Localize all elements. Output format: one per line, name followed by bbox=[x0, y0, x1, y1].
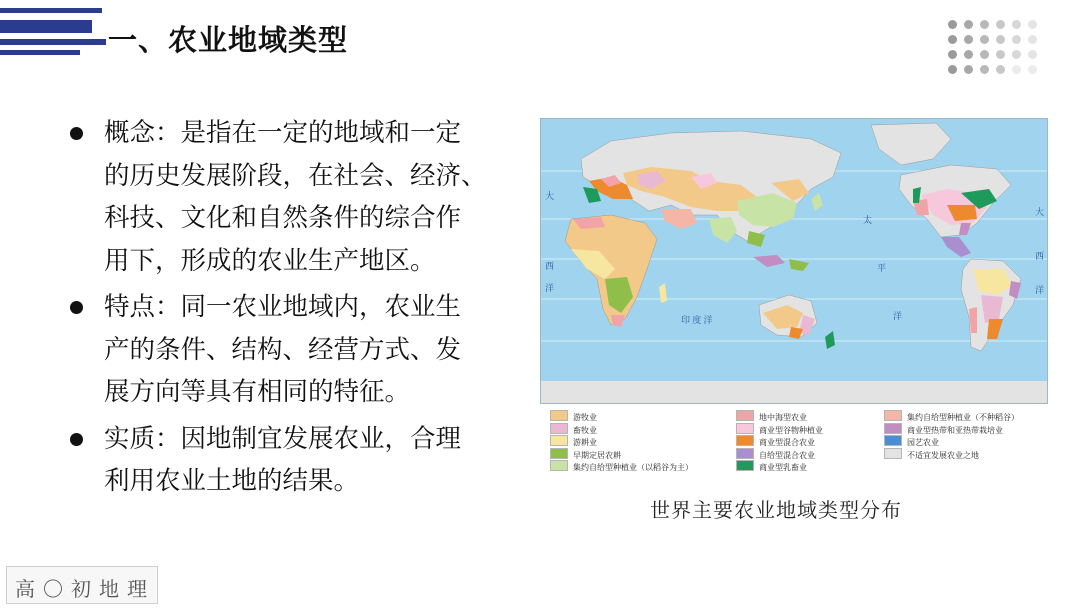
bullet-line: 用下，形成的农业生产地区。 bbox=[104, 245, 436, 276]
seal-char: 高 bbox=[15, 577, 35, 601]
legend-swatch bbox=[884, 435, 902, 446]
legend-label: 不适宜发展农业之地 bbox=[907, 450, 979, 460]
legend-swatch bbox=[884, 448, 902, 459]
legend-label: 园艺农业 bbox=[907, 438, 939, 447]
legend-item bbox=[736, 460, 807, 471]
legend-label: 商业型谷物种植业 bbox=[759, 425, 823, 435]
grid-dot bbox=[1028, 35, 1037, 44]
grid-dot bbox=[948, 35, 957, 44]
grid-dot bbox=[964, 20, 973, 29]
legend-swatch bbox=[736, 460, 754, 471]
ocean-label: 大 bbox=[545, 191, 555, 201]
grid-dot bbox=[1012, 50, 1021, 59]
grid-dot bbox=[1028, 20, 1037, 29]
seal-watermark bbox=[6, 566, 158, 604]
seal-char: 〇 bbox=[43, 577, 63, 601]
legend-item bbox=[884, 410, 1019, 421]
legend-label: 商业型乳畜业 bbox=[759, 463, 807, 472]
grid-dot bbox=[980, 50, 989, 59]
grid-dot bbox=[1028, 50, 1037, 59]
bullet-line: 实质：因地制宜发展农业，合理 bbox=[104, 423, 462, 454]
grid-dot bbox=[948, 20, 957, 29]
grid-dot bbox=[980, 35, 989, 44]
legend-swatch bbox=[550, 435, 568, 446]
legend-item bbox=[550, 435, 597, 446]
slide-title: 一、农业地域类型 bbox=[108, 23, 349, 57]
bullet-line: 利用农业土地的结果。 bbox=[104, 466, 360, 496]
legend-item bbox=[884, 448, 979, 459]
seal-char: 地 bbox=[99, 577, 119, 601]
grid-dot bbox=[1012, 20, 1021, 29]
ocean-label: 太 bbox=[863, 215, 873, 225]
legend-label: 自给型混合农业 bbox=[759, 450, 815, 460]
bullet-line: 产的条件、结构、经营方式、发 bbox=[104, 334, 462, 365]
grid-dot bbox=[996, 50, 1005, 59]
legend-item bbox=[736, 448, 815, 459]
legend-item bbox=[736, 423, 823, 434]
legend-swatch bbox=[550, 448, 568, 459]
legend-label: 集约自给型种植业（不种稻谷） bbox=[907, 413, 1019, 422]
grid-dot bbox=[1012, 35, 1021, 44]
world-map bbox=[540, 118, 1048, 404]
grid-dot bbox=[996, 20, 1005, 29]
ocean-label: 洋 bbox=[1035, 285, 1045, 295]
ocean-label: 西 bbox=[545, 261, 555, 271]
seal-char: 理 bbox=[127, 577, 147, 601]
grid-dot bbox=[948, 65, 957, 74]
bullet-dot-icon bbox=[70, 433, 83, 446]
bullet-dot-icon bbox=[70, 301, 83, 314]
legend-item bbox=[550, 423, 597, 434]
legend-item bbox=[550, 448, 621, 459]
legend-item bbox=[736, 410, 807, 421]
legend-label: 游耕业 bbox=[573, 438, 597, 447]
ocean-label: 大 bbox=[1035, 207, 1045, 217]
ocean-label: 印 度 洋 bbox=[681, 315, 713, 325]
legend-swatch bbox=[884, 423, 902, 434]
legend-swatch bbox=[550, 410, 568, 421]
bullet-list bbox=[64, 112, 524, 507]
legend-swatch bbox=[736, 423, 754, 434]
bullet-line: 概念：是指在一定的地域和一定 bbox=[104, 118, 462, 148]
grid-dot bbox=[980, 20, 989, 29]
legend-label: 商业型热带和亚热带栽培业 bbox=[907, 425, 1003, 435]
title-decoration-bars bbox=[0, 8, 108, 58]
legend-item bbox=[884, 423, 1003, 434]
dot-grid-decoration bbox=[948, 20, 1044, 76]
grid-dot bbox=[964, 35, 973, 44]
legend-label: 游牧业 bbox=[573, 413, 597, 422]
map-caption: 世界主要农业地域类型分布 bbox=[650, 498, 902, 522]
grid-dot bbox=[996, 65, 1005, 74]
bullet-line: 的历史发展阶段，在社会、经济、 bbox=[104, 160, 487, 191]
seal-char: 初 bbox=[71, 577, 91, 601]
bullet-feature bbox=[64, 286, 524, 414]
ocean-label: 洋 bbox=[545, 283, 555, 293]
legend-label: 集约自给型种植业（以稻谷为主） bbox=[573, 463, 693, 472]
legend-item bbox=[550, 410, 597, 421]
legend-label: 地中海型农业 bbox=[759, 413, 807, 422]
grid-dot bbox=[980, 65, 989, 74]
legend-label: 早期定居农耕 bbox=[573, 450, 621, 460]
legend-item bbox=[550, 460, 693, 471]
legend-swatch bbox=[550, 423, 568, 434]
bullet-line: 科技、文化和自然条件的综合作 bbox=[104, 203, 462, 233]
legend-item bbox=[736, 435, 815, 446]
grid-dot bbox=[996, 35, 1005, 44]
map-legend bbox=[550, 410, 1046, 478]
bullet-dot-icon bbox=[70, 127, 83, 140]
legend-swatch bbox=[736, 448, 754, 459]
legend-label: 畜牧业 bbox=[573, 425, 597, 435]
grid-dot bbox=[1012, 65, 1021, 74]
grid-dot bbox=[964, 65, 973, 74]
legend-swatch bbox=[884, 410, 902, 421]
legend-swatch bbox=[550, 460, 568, 471]
grid-dot bbox=[964, 50, 973, 59]
legend-swatch bbox=[736, 410, 754, 421]
grid-dot bbox=[1028, 65, 1037, 74]
bullet-essence bbox=[64, 418, 524, 503]
ocean-label: 西 bbox=[1035, 251, 1045, 261]
bullet-concept bbox=[64, 112, 524, 282]
ocean-label: 洋 bbox=[893, 311, 903, 321]
bullet-line: 特点：同一农业地域内，农业生 bbox=[104, 292, 462, 322]
bullet-line: 展方向等具有相同的特征。 bbox=[104, 377, 411, 407]
legend-swatch bbox=[736, 435, 754, 446]
world-agriculture-map-figure bbox=[540, 118, 1046, 478]
ocean-label: 平 bbox=[877, 263, 887, 273]
legend-label: 商业型混合农业 bbox=[759, 438, 815, 447]
legend-item bbox=[884, 435, 939, 446]
grid-dot bbox=[948, 50, 957, 59]
